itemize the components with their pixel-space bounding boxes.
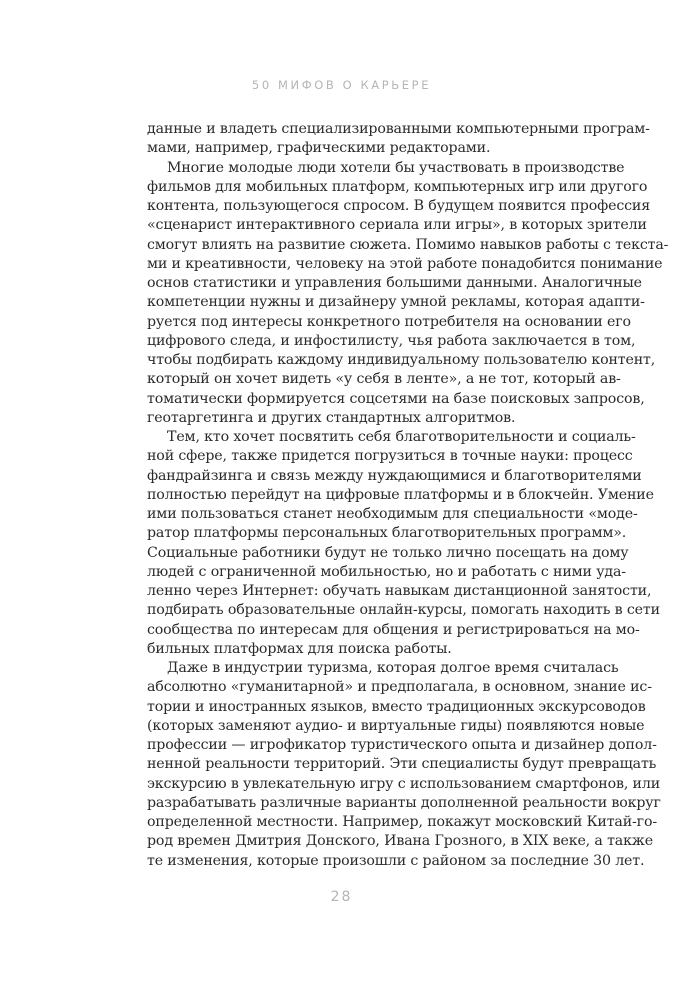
text-line: тории и иностранных языков, вместо традиционных экскурсоводов <box>147 698 646 715</box>
text-line: фильмов для мобильных платформ, компьютерных игр или другого <box>147 178 648 195</box>
text-line: (которых заменяют аудио- и виртуальные гиды) появляются новые <box>147 717 645 734</box>
text-line: ратор платформы персональных благотворительных программ». <box>147 525 627 542</box>
text-line: данные и владеть специализированными компьютерными програм- <box>147 121 650 137</box>
text-line: бильных платформах для поиска работы. <box>147 640 452 657</box>
body-text <box>147 120 669 871</box>
running-header: 50 МИФОВ О КАРЬЕРЕ <box>251 78 432 92</box>
text-line: который он хочет видеть «у себя в ленте», а не тот, который ав- <box>147 371 621 388</box>
text-line: ленно через Интернет: обучать навыкам дистанционной занятости, <box>147 583 652 599</box>
text-line: Даже в индустрии туризма, которая долгое время считалась <box>167 660 619 676</box>
text-line: основ статистики и управления большими данными. Аналогичные <box>147 275 642 291</box>
text-line: Многие молодые люди хотели бы участвовать в производстве <box>167 159 625 176</box>
text-line: контента, пользующегося спросом. В будущем появится профессия <box>147 198 651 214</box>
text-line: абсолютно «гуманитарной» и предполагала, в основном, знание ис- <box>147 679 652 696</box>
text-line: подбирать образовательные онлайн-курсы, помогать находить в сети <box>147 602 660 619</box>
text-line: смогут влиять на развитие сюжета. Помимо навыков работы с текста- <box>147 236 669 253</box>
text-line: цифрового следа, и инфостилисту, чья работа заключается в том, <box>147 332 636 349</box>
text-line: экскурсию в увлекательную игру с использованием смартфонов, или <box>147 775 661 792</box>
text-line: фандрайзинга и связь между нуждающимися и благотворителями <box>147 467 642 484</box>
text-line: людей с ограниченной мобильностью, но и работать с ними уда- <box>147 563 626 580</box>
text-line: ими пользоваться станет необходимым для специальности «моде- <box>147 506 638 522</box>
text-line: мами, например, графическими редакторами. <box>147 140 491 157</box>
text-line: геотаргетинга и других стандартных алгоритмов. <box>147 409 516 426</box>
text-line: Тем, кто хочет посвятить себя благотворительности и социаль- <box>167 429 636 445</box>
text-line: род времен Дмитрия Донского, Ивана Грозного, в XIX веке, а также <box>147 833 653 850</box>
text-line: томатически формируется соцсетями на базе поисковых запросов, <box>147 390 645 407</box>
text-line: чтобы подбирать каждому индивидуальному пользователю контент, <box>147 352 656 368</box>
text-line: ми и креативности, человеку на этой работе понадобится понимание <box>147 255 663 272</box>
text-line: ной сфере, также придется погрузиться в точные науки: процесс <box>147 448 633 465</box>
text-line: руется под интересы конкретного потребителя на основании его <box>147 313 631 330</box>
text-line: профессии — игрофикатор туристического опыта и дизайнер допол- <box>147 737 657 753</box>
text-line: полностью перейдут на цифровые платформы и в блокчейн. Умение <box>147 486 654 503</box>
text-line: «сценарист интерактивного сериала или игры», в которых зрители <box>147 217 647 234</box>
page-number: 28 <box>330 889 353 905</box>
text-line: определенной местности. Например, покажут московский Китай-го- <box>147 814 657 830</box>
text-line: компетенции нужны и дизайнеру умной рекламы, которая адапти- <box>147 294 645 311</box>
text-line: те изменения, которые произошли с районом за последние 30 лет. <box>147 852 645 869</box>
text-line: Социальные работники будут не только лично посещать на дому <box>147 544 629 561</box>
text-line: ненной реальности территорий. Эти специалисты будут превращать <box>147 756 657 773</box>
text-line: разрабатывать различные варианты дополненной реальности вокруг <box>147 794 661 811</box>
text-line: сообщества по интересам для общения и регистрироваться на мо- <box>147 621 640 638</box>
